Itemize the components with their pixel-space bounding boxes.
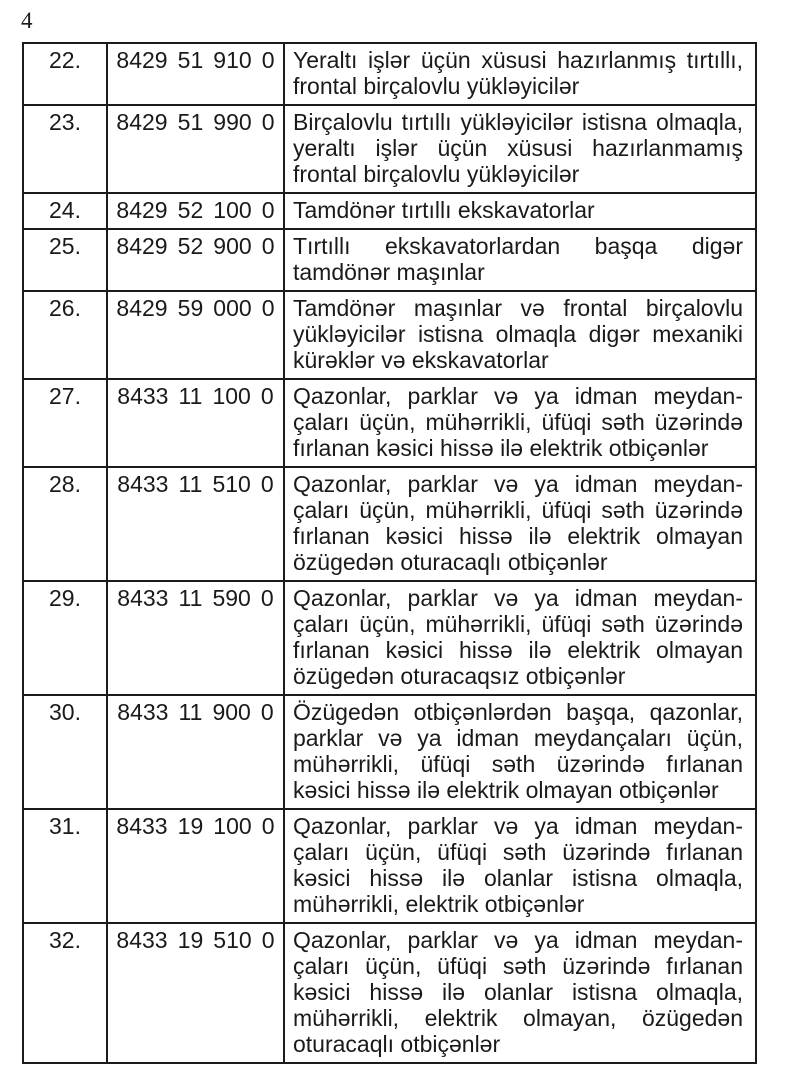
- row-number-cell: 24.: [23, 193, 107, 229]
- description-cell: Qazonlar, parklar və ya idman meydan-çaları üçün, mühərrikli, üfüqi səth üzərində fırlanan kəsici hissə ilə elektrik olmayan özügedən oturacaqlı otbiçənlər: [284, 467, 756, 581]
- description-cell: Birçalovlu tırtıllı yükləyicilər istisna olmaqla, yeraltı işlər üçün xüsusi hazırlanmamış frontal birçalovlu yükləyicilər: [284, 105, 756, 193]
- tariff-table: [22, 42, 757, 1064]
- code-cell: 8429 59 000 0: [107, 291, 284, 379]
- table-row: [23, 291, 756, 379]
- code-cell: 8429 52 100 0: [107, 193, 284, 229]
- row-number-cell: 30.: [23, 695, 107, 809]
- code-cell: 8429 52 900 0: [107, 229, 284, 291]
- table-row: [23, 809, 756, 923]
- code-cell: 8429 51 910 0: [107, 43, 284, 105]
- description-cell: Tamdönər maşınlar və frontal birçalovlu yükləyicilər istisna olmaqla digər mexaniki kürəklər və ekskavatorlar: [284, 291, 756, 379]
- description-cell: Qazonlar, parklar və ya idman meydan-çaları üçün, üfüqi səth üzərində fırlanan kəsici hissə ilə olanlar istisna olmaqla, mühərrikli, elektrik olmayan, özügedən oturacaqlı otbiçənlər: [284, 923, 756, 1063]
- table-row: [23, 695, 756, 809]
- description-cell: Qazonlar, parklar və ya idman meydan-çaları üçün, üfüqi səth üzərində fırlanan kəsici hissə ilə olanlar istisna olmaqla, mühərrikli, elektrik otbiçənlər: [284, 809, 756, 923]
- table-row: [23, 193, 756, 229]
- row-number-cell: 23.: [23, 105, 107, 193]
- code-cell: 8433 11 100 0: [107, 379, 284, 467]
- description-cell: Qazonlar, parklar və ya idman meydan-çaları üçün, mühərrikli, üfüqi səth üzərində fırlanan kəsici hissə ilə elektrik olmayan özügedən oturacaqsız otbiçənlər: [284, 581, 756, 695]
- table-row: [23, 923, 756, 1063]
- row-number-cell: 28.: [23, 467, 107, 581]
- tariff-table-body: [23, 43, 756, 1063]
- table-row: [23, 43, 756, 105]
- row-number-cell: 22.: [23, 43, 107, 105]
- table-row: [23, 581, 756, 695]
- code-cell: 8433 11 900 0: [107, 695, 284, 809]
- description-cell: Tamdönər tırtıllı ekskavatorlar: [284, 193, 756, 229]
- description-cell: Özügedən otbiçənlərdən başqa, qazonlar, parklar və ya idman meydançaları üçün, mühərrikli, üfüqi səth üzərində fırlanan kəsici hissə ilə elektrik olmayan otbiçənlər: [284, 695, 756, 809]
- row-number-cell: 32.: [23, 923, 107, 1063]
- table-row: [23, 379, 756, 467]
- code-cell: 8433 19 510 0: [107, 923, 284, 1063]
- table-row: [23, 229, 756, 291]
- code-cell: 8433 19 100 0: [107, 809, 284, 923]
- table-row: [23, 105, 756, 193]
- row-number-cell: 25.: [23, 229, 107, 291]
- table-row: [23, 467, 756, 581]
- code-cell: 8433 11 590 0: [107, 581, 284, 695]
- description-cell: Tırtıllı ekskavatorlardan başqa digər tamdönər maşınlar: [284, 229, 756, 291]
- code-cell: 8433 11 510 0: [107, 467, 284, 581]
- row-number-cell: 31.: [23, 809, 107, 923]
- row-number-cell: 26.: [23, 291, 107, 379]
- code-cell: 8429 51 990 0: [107, 105, 284, 193]
- page-number: 4: [21, 8, 33, 33]
- row-number-cell: 29.: [23, 581, 107, 695]
- description-cell: Qazonlar, parklar və ya idman meydan-çaları üçün, mühərrikli, üfüqi səth üzərində fırlanan kəsici hissə ilə elektrik otbiçənlər: [284, 379, 756, 467]
- description-cell: Yeraltı işlər üçün xüsusi hazırlanmış tırtıllı, frontal birçalovlu yükləyicilər: [284, 43, 756, 105]
- row-number-cell: 27.: [23, 379, 107, 467]
